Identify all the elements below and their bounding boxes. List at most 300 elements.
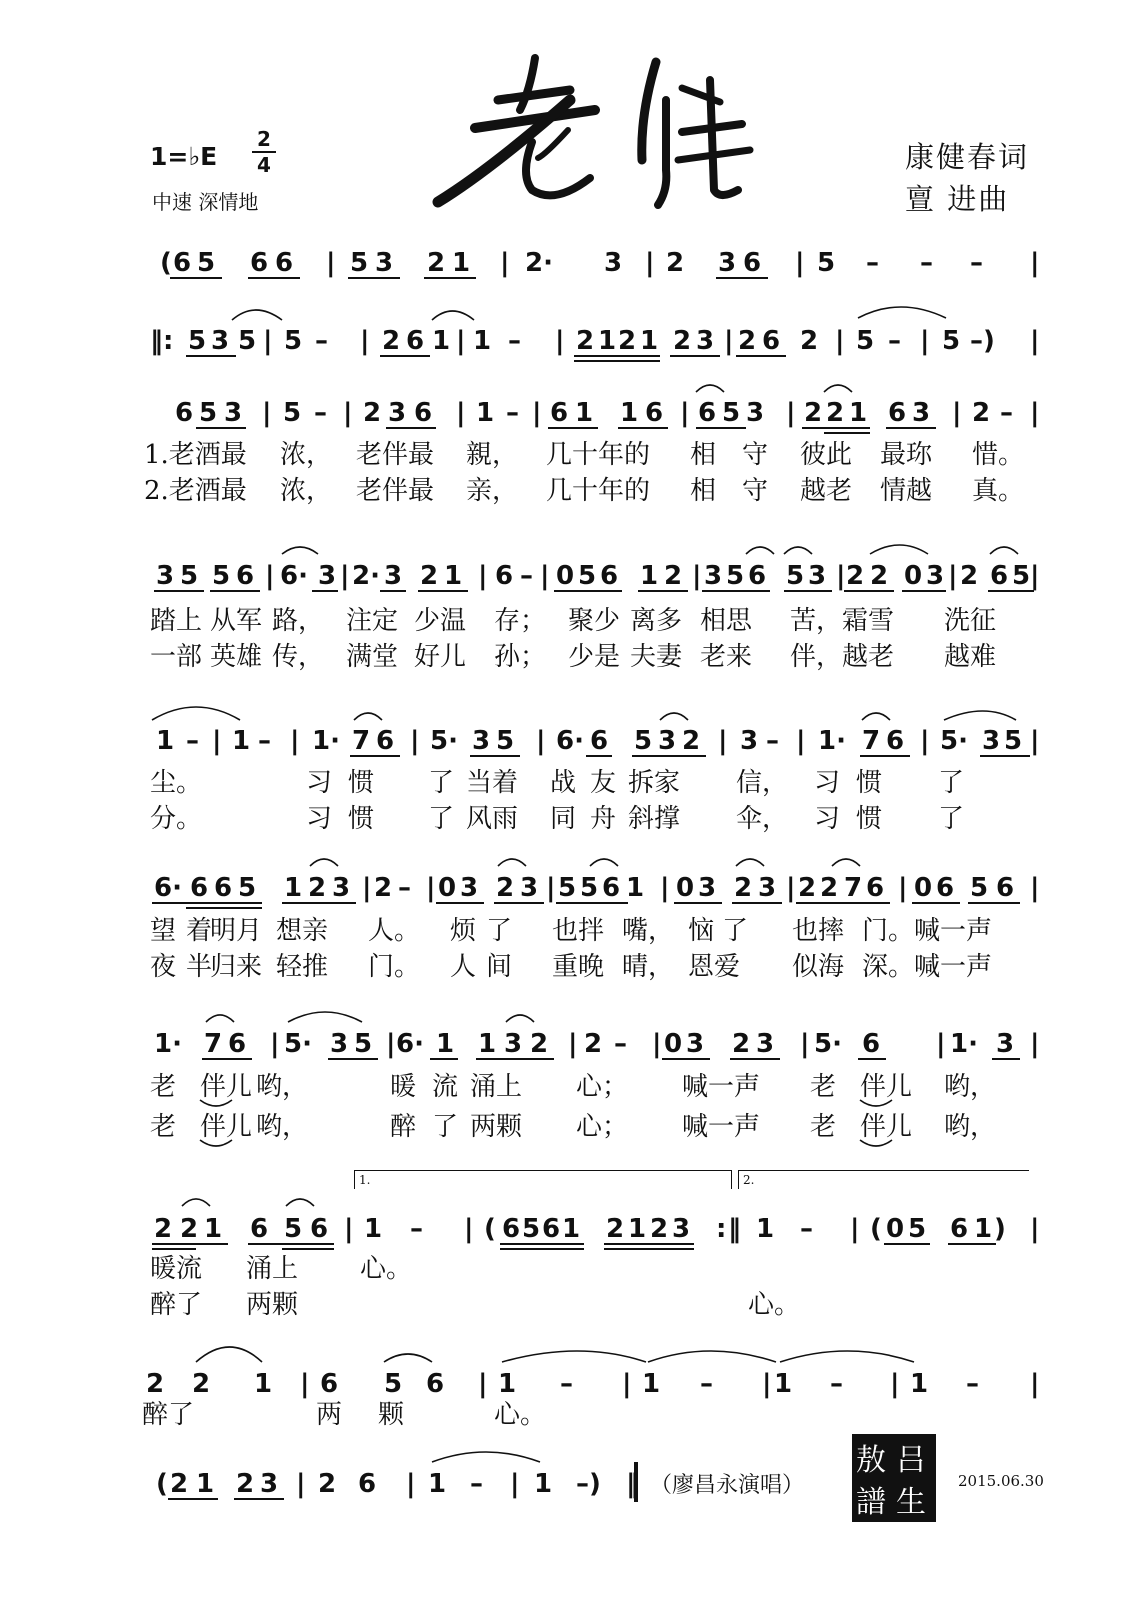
- lyric-word: 当着: [466, 768, 519, 798]
- note: 6: [228, 1029, 247, 1059]
- note: 6·: [396, 1029, 424, 1059]
- note: 3: [982, 726, 1001, 756]
- barline: |: [343, 398, 353, 428]
- lyric-word: 老伴最: [356, 440, 435, 470]
- note: 5: [970, 873, 989, 903]
- note: :: [716, 1214, 727, 1244]
- lyric-word: 两颗: [470, 1112, 523, 1142]
- note: 1: [473, 326, 492, 356]
- note: 1: [642, 1369, 661, 1399]
- note: 6: [645, 398, 664, 428]
- note: 2: [154, 1214, 173, 1244]
- lyric-word: 伴儿: [860, 1112, 913, 1142]
- note: 5: [180, 561, 199, 591]
- slur: [660, 713, 688, 720]
- note: 5: [580, 873, 599, 903]
- note: 5: [634, 726, 653, 756]
- note: 1·: [818, 726, 846, 756]
- lyric-word: 守: [742, 440, 769, 470]
- barline: |: [406, 1469, 416, 1499]
- lyric-word: 友: [590, 768, 617, 798]
- note: 6: [236, 561, 255, 591]
- lyric-word: 存；: [494, 606, 547, 636]
- lyric-word: 舟: [590, 804, 617, 834]
- note: 2·: [525, 248, 553, 278]
- slur: [196, 1347, 262, 1362]
- note: ‖:: [150, 326, 174, 356]
- note: 2: [584, 1029, 603, 1059]
- lyric-word: 尘。: [150, 768, 203, 798]
- barline: |: [546, 873, 556, 903]
- volta-1-label: 1.: [359, 1173, 371, 1187]
- lyric-word: 心。: [748, 1290, 801, 1320]
- note: 3: [332, 873, 351, 903]
- note: 5: [1012, 561, 1031, 591]
- note: 1: [204, 1214, 223, 1244]
- lyric-word: 恼: [688, 916, 715, 946]
- note: 2: [192, 1369, 211, 1399]
- barline: |: [890, 1369, 900, 1399]
- lyric-word: 相思: [700, 606, 753, 636]
- barline: |: [786, 398, 796, 428]
- barline: |: [1030, 1029, 1040, 1059]
- barline: |: [456, 398, 466, 428]
- note: 1: [478, 1029, 497, 1059]
- slur: [498, 859, 526, 866]
- lyric-word: 颗: [378, 1400, 405, 1430]
- lyric-word: 浓，: [280, 476, 333, 506]
- note: 5: [238, 873, 257, 903]
- note: 6: [502, 1214, 521, 1244]
- lyric-word: 人: [450, 952, 477, 982]
- lyric-word: 惯: [348, 768, 375, 798]
- slur: [384, 1354, 432, 1362]
- lyric-word: 深。喊一声: [862, 952, 993, 982]
- time-bottom: 4: [257, 153, 271, 177]
- note: 6·: [280, 561, 308, 591]
- slur: [288, 1012, 362, 1022]
- note: 6: [698, 398, 717, 428]
- note: 2: [318, 1469, 337, 1499]
- lyric-word: 明月: [210, 916, 263, 946]
- barline: |: [920, 326, 930, 356]
- note: 6: [175, 398, 194, 428]
- lyric-word: 习: [306, 768, 333, 798]
- lyric-word: 望: [150, 916, 177, 946]
- barline: |: [786, 873, 796, 903]
- volta-2-label: 2.: [743, 1173, 755, 1187]
- note: 6: [888, 398, 907, 428]
- note: 2·: [352, 561, 380, 591]
- barline: |: [952, 398, 962, 428]
- lyric-word: 了: [428, 804, 455, 834]
- lyric-word: 满堂: [346, 642, 399, 672]
- barline: |: [692, 561, 702, 591]
- barline: |: [456, 326, 466, 356]
- lyric-word: 半: [186, 952, 213, 982]
- note: 5·: [940, 726, 968, 756]
- lyric-word: 重晚: [552, 952, 605, 982]
- note: 6: [250, 1214, 269, 1244]
- note: (: [160, 248, 172, 278]
- lyric-word: 路，: [272, 606, 325, 636]
- lyric-word: 真。: [972, 476, 1025, 506]
- note: 5: [817, 248, 836, 278]
- note: 2: [734, 873, 753, 903]
- lyric-word: 醉了: [150, 1290, 203, 1320]
- note: 6: [990, 561, 1009, 591]
- note: 0: [904, 561, 923, 591]
- lyric-word: 了: [938, 768, 965, 798]
- note: 1: [562, 1214, 581, 1244]
- note: 2: [800, 326, 819, 356]
- slur: [824, 385, 852, 392]
- slur: [648, 1351, 776, 1362]
- lyric-word: 几十年的: [546, 440, 651, 470]
- note: 1: [428, 1469, 447, 1499]
- lyric-word: 也拌: [552, 916, 605, 946]
- note: –: [966, 1369, 979, 1399]
- barline: |: [898, 873, 908, 903]
- slur: [182, 1199, 210, 1206]
- lyric-word: 少温: [414, 606, 467, 636]
- lyric-word: 英雄: [210, 642, 263, 672]
- lyric-word: 人。: [368, 916, 421, 946]
- note: –: [920, 248, 933, 278]
- barline: |: [850, 1214, 860, 1244]
- lyric-word: 暖: [390, 1072, 417, 1102]
- lyric-word: 暖流: [150, 1254, 203, 1284]
- note: 3: [740, 726, 759, 756]
- barline: |: [796, 726, 806, 756]
- note: 1: [534, 1469, 553, 1499]
- note: 1: [626, 873, 645, 903]
- note: 0: [886, 1214, 905, 1244]
- lyric-word: 老: [150, 1072, 177, 1102]
- note: 3: [318, 561, 337, 591]
- composer-credit: 亶 进曲: [905, 182, 1010, 216]
- note: ‖: [728, 1214, 741, 1244]
- note: 6: [550, 398, 569, 428]
- slur: [506, 1015, 534, 1022]
- slur: [736, 859, 764, 866]
- note: 5: [496, 726, 515, 756]
- note: –: [470, 1469, 483, 1499]
- note: 2: [382, 326, 401, 356]
- barline: |: [836, 561, 846, 591]
- barline: |: [1030, 726, 1040, 756]
- lyric-word: 惯: [856, 804, 883, 834]
- lyric-word: 伞，: [736, 804, 789, 834]
- note: 2: [738, 326, 757, 356]
- lyric-word: 夫妻: [630, 642, 683, 672]
- lyric-word: 醉: [390, 1112, 417, 1142]
- barline: |: [510, 1469, 520, 1499]
- lyric-word: 親，: [466, 440, 519, 470]
- note: 0: [914, 873, 933, 903]
- note: 1: [598, 326, 617, 356]
- note: 5·: [284, 1029, 312, 1059]
- lyric-word: 惯: [856, 768, 883, 798]
- slur: [862, 713, 890, 720]
- barline: |: [464, 1214, 474, 1244]
- note: 3: [756, 1029, 775, 1059]
- lyric-word: 战: [550, 768, 577, 798]
- lyric-word: 注定: [346, 606, 399, 636]
- lyric-word: 心；: [576, 1072, 629, 1102]
- tempo-marking: 中速 深情地: [152, 190, 259, 214]
- lyric-word: 涌上: [246, 1254, 299, 1284]
- note: 6: [748, 561, 767, 591]
- note: 7: [204, 1029, 223, 1059]
- lyric-word: 伴儿: [200, 1112, 253, 1142]
- lyric-word: 晴，: [622, 952, 675, 982]
- lyric-word: 1.老酒最: [144, 440, 247, 470]
- barline: |: [500, 248, 510, 278]
- note: 1: [436, 1029, 455, 1059]
- note: 6: [173, 248, 192, 278]
- note: 2: [664, 561, 683, 591]
- note: 3: [912, 398, 931, 428]
- note: 2: [420, 561, 439, 591]
- slur: [232, 310, 282, 320]
- barline: |: [1030, 873, 1040, 903]
- lyric-word: 了: [722, 916, 749, 946]
- note: 2: [960, 561, 979, 591]
- lyric-word: 醉了: [142, 1400, 195, 1430]
- lyric-word: 心；: [576, 1112, 629, 1142]
- note: –): [970, 326, 995, 356]
- note: 3: [460, 873, 479, 903]
- note: 6: [950, 1214, 969, 1244]
- lyricist-credit: 康健春词: [905, 140, 1030, 174]
- lyric-word: 嘴，: [622, 916, 675, 946]
- svg-text:譜: 譜: [856, 1485, 886, 1520]
- date-stamp: 2015.06.30: [958, 1472, 1044, 1490]
- lyric-word: 归来: [210, 952, 263, 982]
- lyric-word: 守: [742, 476, 769, 506]
- note: 3: [926, 561, 945, 591]
- lyric-word: 好儿: [414, 642, 467, 672]
- note: –: [614, 1029, 627, 1059]
- note: ‖: [626, 1469, 639, 1499]
- note: –: [766, 726, 779, 756]
- barline: |: [645, 248, 655, 278]
- note: –: [1000, 398, 1013, 428]
- slur: [432, 311, 474, 320]
- barline: |: [835, 326, 845, 356]
- barline: |: [555, 326, 565, 356]
- note: 2: [972, 398, 991, 428]
- note: 5·: [430, 726, 458, 756]
- note: 6: [996, 873, 1015, 903]
- note: 5: [726, 561, 745, 591]
- lyric-word: 孙；: [494, 642, 547, 672]
- note: –: [888, 326, 901, 356]
- note: 3: [658, 726, 677, 756]
- lyric-word: 从军: [210, 606, 263, 636]
- barline: |: [1030, 1369, 1040, 1399]
- barline: |: [270, 1029, 280, 1059]
- lyric-word: 两: [316, 1400, 343, 1430]
- note: –: [258, 726, 271, 756]
- note: 0: [556, 561, 575, 591]
- barline: |: [795, 248, 805, 278]
- lyric-word: 涌上: [470, 1072, 523, 1102]
- lyric-word: 门。: [368, 952, 421, 982]
- lyric-word: 相: [690, 440, 717, 470]
- note: 5: [354, 1029, 373, 1059]
- note: 1: [640, 326, 659, 356]
- slur: [780, 1351, 914, 1362]
- note: 6: [936, 873, 955, 903]
- note: 6: [743, 248, 762, 278]
- slur: [286, 1199, 314, 1206]
- note: 5: [384, 1369, 403, 1399]
- barline: |: [262, 398, 272, 428]
- lyric-word: 聚少: [568, 606, 621, 636]
- lyric-word: 情越: [880, 476, 933, 506]
- note: 2: [732, 1029, 751, 1059]
- note: 7: [352, 726, 371, 756]
- note: ): [994, 1214, 1006, 1244]
- note: 3: [384, 561, 403, 591]
- note: 1: [284, 873, 303, 903]
- note: 1: [498, 1369, 517, 1399]
- note: 6: [866, 873, 885, 903]
- barline: |: [326, 248, 336, 278]
- lyric-word: 最珎: [880, 440, 933, 470]
- note: 6: [320, 1369, 339, 1399]
- barline: |: [724, 326, 734, 356]
- note: 3: [375, 248, 394, 278]
- svg-text:吕: 吕: [896, 1443, 926, 1478]
- lyric-word: 老来: [700, 642, 753, 672]
- note: 1: [476, 398, 495, 428]
- barline: |: [536, 726, 546, 756]
- note: 6: [406, 326, 425, 356]
- note: 3: [388, 398, 407, 428]
- note: 5: [522, 1214, 541, 1244]
- note: 6: [376, 726, 395, 756]
- note: 5: [856, 326, 875, 356]
- note: –: [315, 326, 328, 356]
- note: 5: [212, 561, 231, 591]
- lyric-word: 哟，: [256, 1112, 309, 1142]
- note: 5: [942, 326, 961, 356]
- note: 6·: [556, 726, 584, 756]
- lyric-word: 心。: [494, 1400, 547, 1430]
- barline: |: [568, 1029, 578, 1059]
- note: 2: [618, 326, 637, 356]
- note: 6: [495, 561, 514, 591]
- note: 2: [682, 726, 701, 756]
- barline: |: [800, 1029, 810, 1059]
- note: 3: [260, 1469, 279, 1499]
- lyric-word: 习: [306, 804, 333, 834]
- note: 3: [672, 1214, 691, 1244]
- slur: [784, 547, 812, 554]
- note: –: [508, 326, 521, 356]
- key-signature: 1=♭E: [150, 142, 218, 171]
- note: 0: [664, 1029, 683, 1059]
- barline: |: [1030, 398, 1040, 428]
- note: 6: [602, 873, 621, 903]
- lyric-word: 老伴最: [356, 476, 435, 506]
- lyric-word: 轻推: [276, 952, 329, 982]
- note: 7: [862, 726, 881, 756]
- note: 3: [211, 326, 230, 356]
- lyric-word: 浓，: [280, 440, 333, 470]
- note: 2: [363, 398, 382, 428]
- barline: |: [762, 1369, 772, 1399]
- note: 2: [798, 873, 817, 903]
- note: (: [870, 1214, 882, 1244]
- lyric-word: 几十年的: [546, 476, 651, 506]
- lyric-word: 了: [486, 916, 513, 946]
- slur: [502, 1351, 646, 1362]
- note: 3: [686, 1029, 705, 1059]
- note: 1: [196, 1469, 215, 1499]
- lyric-word: 苦，霜雪: [790, 606, 895, 636]
- note: 5: [283, 398, 302, 428]
- note: 1: [432, 326, 451, 356]
- note: 0: [676, 873, 695, 903]
- note: 6: [762, 326, 781, 356]
- note: 5: [722, 398, 741, 428]
- lyric-word: 哟，: [944, 1112, 997, 1142]
- note: 3: [504, 1029, 523, 1059]
- note: 0: [438, 873, 457, 903]
- note: 3: [156, 561, 175, 591]
- lyric-word: 老: [810, 1072, 837, 1102]
- lyric-word: 了: [938, 804, 965, 834]
- note: –: [506, 398, 519, 428]
- lyric-word: 越老: [800, 476, 853, 506]
- note: 3: [472, 726, 491, 756]
- slur: [696, 385, 724, 392]
- lyric-word: 烦: [450, 916, 477, 946]
- lyric-word: 老: [150, 1112, 177, 1142]
- lyric-word: 着: [186, 916, 213, 946]
- note: 1: [756, 1214, 775, 1244]
- slur: [200, 1140, 232, 1146]
- note: 6: [600, 561, 619, 591]
- note: 5: [284, 326, 303, 356]
- lyric-word: 洗征: [944, 606, 997, 636]
- note: 6: [310, 1214, 329, 1244]
- barline: |: [1030, 1214, 1040, 1244]
- note: 2: [820, 873, 839, 903]
- note: 3: [704, 561, 723, 591]
- lyric-word: 少是: [568, 642, 621, 672]
- barline: |: [920, 726, 930, 756]
- note: 2: [826, 398, 845, 428]
- lyric-word: 传，: [272, 642, 325, 672]
- slur: [944, 711, 1016, 720]
- lyric-word: 喊一声: [682, 1072, 761, 1102]
- note: 6: [214, 873, 233, 903]
- svg-text:敖: 敖: [856, 1443, 886, 1478]
- note: –: [186, 726, 199, 756]
- slur: [832, 859, 860, 866]
- note: 1: [620, 398, 639, 428]
- slur: [200, 1100, 232, 1106]
- note: –: [520, 561, 533, 591]
- note: 5: [578, 561, 597, 591]
- note: 1·: [312, 726, 340, 756]
- barline: |: [652, 1029, 662, 1059]
